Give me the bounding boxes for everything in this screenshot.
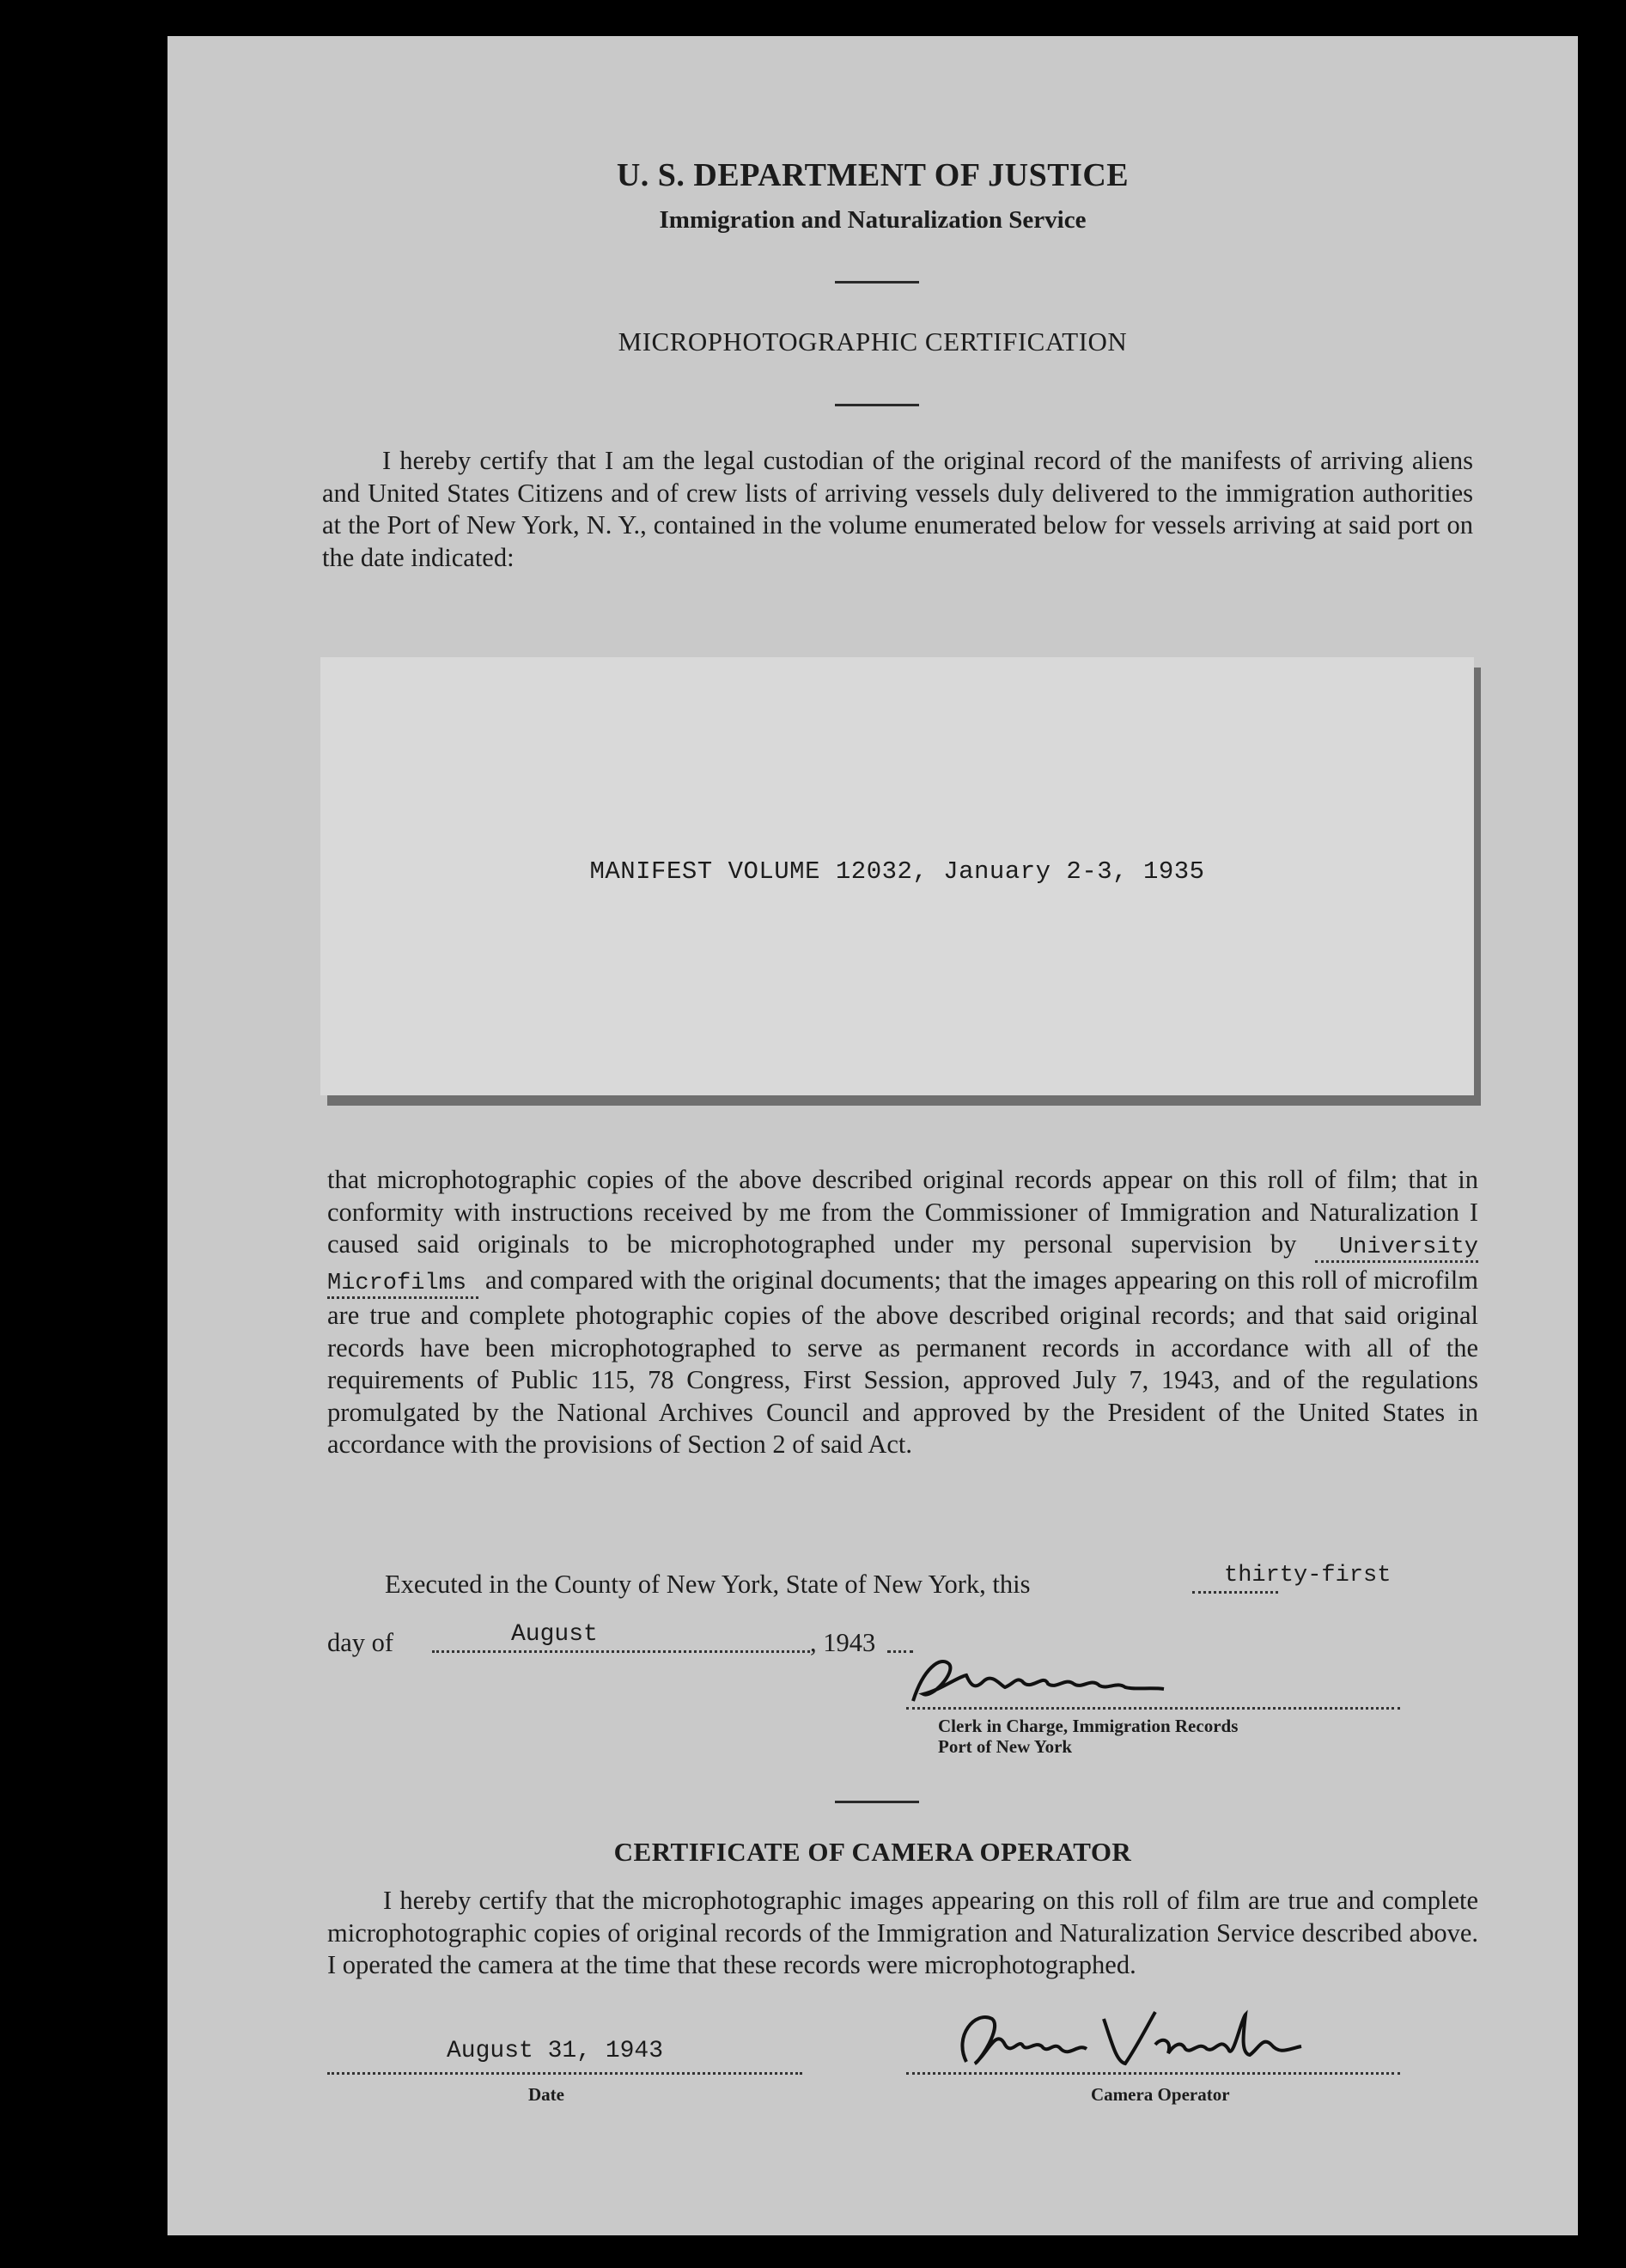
divider <box>835 281 919 284</box>
divider <box>835 1801 919 1803</box>
clerk-signature <box>906 1651 1190 1711</box>
clerk-title-line2: Port of New York <box>938 1736 1073 1757</box>
intro-paragraph: I hereby certify that I am the legal custodian of the original record of the manifests of arriving aliens and United States Citizens and of crew lists of arriving vessels duly delivered to the immigration authorities at the Port of New York, N. Y., contained in the volume enumerated below for vessels arriving at said port on the date indicated: <box>322 446 1473 572</box>
service-subtitle: Immigration and Naturalization Service <box>659 206 1087 234</box>
operator-signature <box>941 2002 1318 2079</box>
month-value: August <box>511 1621 598 1648</box>
clerk-signature-line <box>906 1707 1400 1710</box>
certificate-sheet <box>167 36 1578 2235</box>
divider <box>835 404 919 406</box>
date-line <box>327 2072 802 2075</box>
certification-rest: and compared with the original documents; that the images appearing on this roll of microfilm are true and complete photographic copies of the above described original records; and that said original records have been microphotographed to serve as permanent records in accordance with all of the requirements of Public 115, 78 Congress, First Session, approved July 7, 1943, and of the regulations promulgated by the National Archives Council and approved by the President of the United States in accordance with the provisions of Section 2 of said Act. <box>327 1265 1478 1459</box>
date-value: August 31, 1943 <box>447 2038 664 2064</box>
filmed-by-value: University Microfilms <box>327 1235 1478 1299</box>
volume-card-text: MANIFEST VOLUME 12032, January 2-3, 1935 <box>589 857 1205 886</box>
executed-text: Executed in the County of New York, State of New York, this <box>385 1570 1031 1599</box>
clerk-title-line1: Clerk in Charge, Immigration Records <box>938 1716 1239 1736</box>
month-dotted-line <box>432 1650 810 1653</box>
volume-card <box>320 657 1474 1095</box>
certification-paragraph <box>327 1164 1478 1461</box>
certification-lead: that microphotographic copies of the above described original records appear on this roll of film; that in conformity with instructions received by me from the Commissioner of Immigration and Naturalization I caused said originals to be microphotographed under my personal supervision by <box>327 1165 1478 1259</box>
camera-operator-statement: I hereby certify that the microphotographic images appearing on this roll of film are true and complete microphotographic copies of original records of the Immigration and Naturalization Service described above. I operated the camera at the time that these records were microphotographed. <box>327 1886 1478 1979</box>
operator-line <box>906 2072 1400 2075</box>
day-dotted-line <box>1192 1591 1278 1594</box>
day-of-label: day of <box>327 1628 394 1657</box>
agency-title: U. S. DEPARTMENT OF JUSTICE <box>616 157 1130 193</box>
form-title: MICROPHOTOGRAPHIC CERTIFICATION <box>618 326 1128 357</box>
day-value: thirty-first <box>1224 1563 1392 1588</box>
camera-operator-heading: CERTIFICATE OF CAMERA OPERATOR <box>613 1837 1132 1867</box>
operator-label: Camera Operator <box>1091 2084 1230 2105</box>
date-label: Date <box>528 2084 564 2105</box>
year-text: , 1943 <box>810 1628 876 1657</box>
